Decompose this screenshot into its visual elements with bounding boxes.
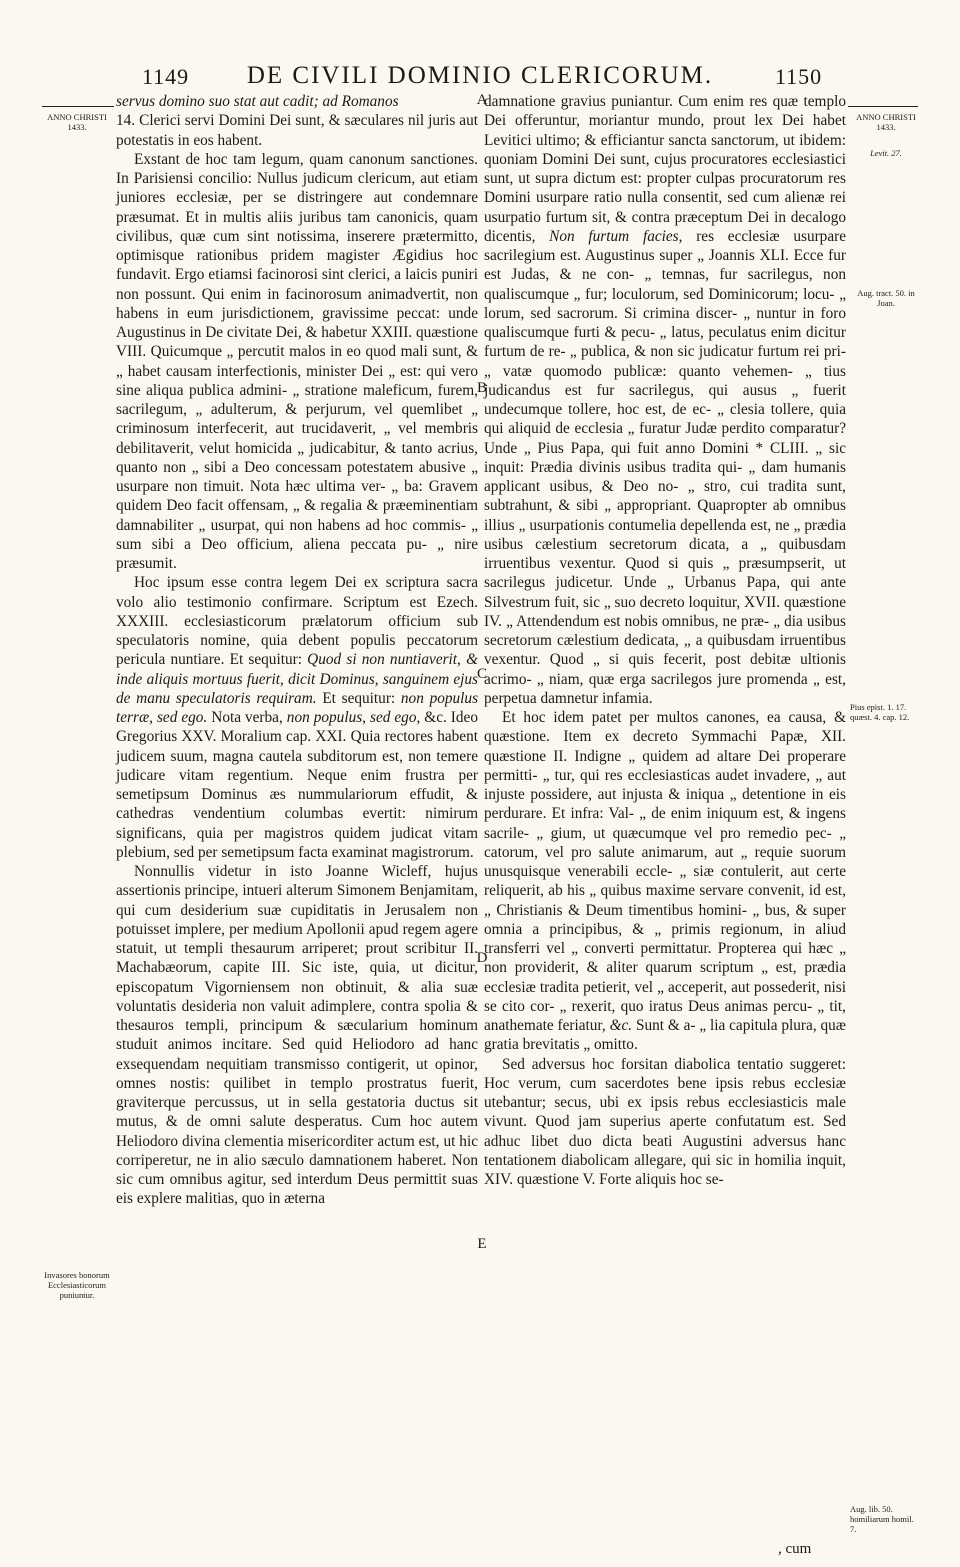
left-paragraph-1: 14. Clerici servi Domini Dei sunt, & sæculares nil juris aut potestatis in eos habent. <box>116 112 478 149</box>
running-header <box>0 62 960 92</box>
header-rule-right <box>848 106 918 107</box>
right-paragraph-3: Sed adversus hoc forsitan diabolica tentatio suggeret: Hoc verum, cum sacerdotes bene ipsis rebus ecclesiæ utebantur; secus, ubi ex ipsis rebus ecclesiasticis male vivunt. Quod jam superius aperte confutatum est. Sed adhuc libet duo dicta beati Augustini adversus hanc tentationem diabolicam allegare, qui sic in homilia inquit, XIV. quæstione V. Forte aliquis hoc se- <box>484 1055 846 1188</box>
right-p1-text-a: damnatione gravius puniantur. Cum enim res quæ templo Dei offeruntur, moriantur mundo, prout lex Dei habet Levitici ultimo; & efficiantur sancta sanctorum, ut ibidem: quoniam Domini Dei sunt, cujus procuratores ecclesiastici sunt, ut supra dictum est: propter culpas procuratorum res Domini usurpare ratio nulla consentit, sed cum alienæ rei usurpatio furtum sit, & contra præceptum Dei in decalogo dicentis, <box>484 93 846 245</box>
left-p3-quote-2: non populus terræ, sed ego. <box>116 689 479 726</box>
left-p3-text-d: &c. Ideo Gregorius XXV. Moralium cap. XXI. Quia rectores habent judicem suum, magna cautela subditorum est, non temere judicare vitam regentium. Neque enim frustra per semetipsum Dominus æs nummulariorum effudit, & cathedras vendentium columbas evertit: nimirum significans, quia per magistros quidem judicat vitam plebium, sed per semetipsum facta examinat magistrorum. <box>116 709 478 861</box>
margin-note-pius: Pius epist. 1. 17. quæst. 4. cap. 12. <box>850 702 910 722</box>
section-letter-d: D <box>476 950 488 966</box>
left-p3-text-a: Hoc ipsum esse contra legem Dei ex scriptura sacra volo alio testimonio confirmare. Scriptum est Ezech. XXXIII. ecclesiasticorum prælatorum officium sub speculatoris nomine, quia debent populis peccatorum pericula nuntiare. Et sequitur: <box>116 574 478 669</box>
margin-note-anno-left: ANNO CHRISTI 1433. <box>47 112 107 132</box>
section-letter-c: C <box>476 666 487 682</box>
page-number-right: 1150 <box>775 64 823 89</box>
right-text-column <box>484 92 846 1189</box>
header-rule-left <box>42 106 114 107</box>
margin-note-invasores: Invasores bonorum Ecclesiasticorum puniuntur. <box>44 1270 110 1300</box>
margin-note-aug-lib: Aug. lib. 50. homiliarum homil. 7. <box>850 1504 914 1534</box>
page-number-left: 1149 <box>142 64 190 89</box>
left-p3-quote-1: Quod si non nuntiaverit, & inde aliquis mortuus fuerit, dicit Dominus, sanguinem ejus de manu speculatoris requiram. <box>116 651 478 707</box>
left-paragraph-3 <box>116 573 478 862</box>
left-paragraph-2: Exstant de hoc tam legum, quam canonum sanctiones. In Parisiensi concilio: Nullus judicum clericum, aut etiam juniores ecclesiæ, per se distringere aut condemnare præsumat. Et in multis aliis juribus tam canonicis, quam civilibus, quæ cum sint notissima, inserere prætermitto, optimisque rationibus pridem magister Ægidius hoc fundavit. Ergo etiamsi facinorosi sint clerici, a laicis puniri non possunt. Qui enim in facinorosum animadvertit, non habens in eum jurisdictionem, gravissime peccat: unde Augustinus in De civitate Dei, & habetur XXIII. quæstione VIII. Quicumque „ percutit malos in eo quod mali sunt, & „ habet causam interfectionis, minister Dei „ est: qui vero sine aliqua publica admini- „ stratione maleficum, furem, sacrilegum, „ adulterum, & perjurum, vel quemlibet „ criminosum interfecerit, aut trucidaverit, „ vel membris debilitaverit, velut homicida „ judicabitur, & tanto acrius, quanto non „ sibi a Deo concessam potestatem abusive „ usurpare non timuit. Nota hæc ultima ver- „ ba: Gravem quidem Deo facit offensam, „ & regalia & præeminentiam damnabiliter „ usurpat, qui non habens ad hoc commis- „ sum sibi a Deo officium, aliena peccata pu- „ nire præsumit. <box>116 150 478 572</box>
margin-note-anno-right: ANNO CHRISTI 1433. <box>856 112 916 132</box>
left-text-column <box>116 92 478 1209</box>
left-p3-text-b: Et sequitur: <box>322 689 396 707</box>
right-p1-quote: Non furtum facies, <box>549 227 683 245</box>
left-paragraph-4: Nonnullis videtur in isto Joanne Wicleff, hujus assertionis principe, intueri alterum Simonem Benjamitam, qui cum desiderium suæ cupiditatis in Jerusalem non potuisset implere, per medium Apollonii apud regem agere statuit, ut templi thesaurum arriperet; prout scribitur II. Machabæorum, capite III. Sic iste, quia, ut dicitur, episcopatum Vigorniensem non obtinuit, & alia suæ voluntatis desideria non valuit adimplere, contra spolia & thesauros templi, principum & sæcularium hominum studuit animos incitare. Sed quid Heliodoro ad hanc exsequendam nequitiam transmisso contigerit, ut opinor, omnes nostis: quilibet in templo prostratus fuerit, graviterque percussus, ut in sella gestatoria ductus sit mutus, & de omni salute desperatus. Cum hoc autem Heliodoro divina clementia misericorditer actum est, ut hic corriperetur, ne in alio sæculo damnationem haberet. Non sic cum omnibus agitur, sed interdum Deus permittit suas eis explere malitias, quo in æterna <box>116 863 478 1208</box>
margin-note-aug-tract: Aug. tract. 50. in Joan. <box>857 288 915 308</box>
page-title: DE CIVILI DOMINIO CLERICORUM. <box>246 62 714 89</box>
margin-note-levit: Levit. 27. <box>870 148 902 158</box>
section-letter-b: B <box>476 380 487 396</box>
right-p2-text-a: Et hoc idem patet per multos canones, ea causa, & quæstione. Item ex decreto Symmachi Papæ, XII. quæstione II. Indigne „ quidem ad altare Dei properare permitti- „ tur, qui res ecclesiasticas audet invadere, „ aut injuste possidere, aut injusta & iniqua „ detentione in eis perdurare. Et infra: Val- „ de enim iniquum est, & ingens sacrile- „ gium, ut quæcumque vel pro remedio pec- „ catorum, vel pro salute animarum, aut „ requie suorum unusquisque venerabili eccle- „ siæ contulerit, aut certe reliquerit, ab his „ quibus maxime servare convenit, id est, „ Christianis & Deum timentibus homini- „ bus, & super omnia a principibus, & „ primis regionum, in aliud transferri vel „ converti permittatur. Propterea qui hæc „ non providerit, & aliter quarum scriptum „ est, prædia ecclesiæ tradita petierit, vel „ acceperit, aut possederit, nisi se cito cor- „ rexerit, quo iratus Deus animas percu- „ tit, anathemate feriatur, <box>484 709 846 1034</box>
right-paragraph-1 <box>484 92 846 708</box>
right-p2-etc: &c. <box>609 1017 633 1034</box>
section-letter-a: A <box>476 92 488 108</box>
right-p1-text-b: res ecclesiæ usurpare sacrilegium est. Augustinus super „ Joannis XLI. Ecce fur est Judas, & ne con- „ temnas, fur sacrilegus, non qualiscumque „ fur; loculorum, sed Dominicorum; locu- „ lorum, sed sacrorum. Si crimina discer- „ nuntur in foro qualiscumque furti & pecu- „ latus, peculatus enim dicitur furtum de re- „ publica, & non sic judicatur furtum rei pri- „ vatæ quomodo publicæ: quanto vehemen- „ tius judicandus est fur sacrilegus, qui ausus „ fuerit undecumque tollere, hoc est, de ec- „ clesia tollere, quia qui aliquid de ecclesia „ furatur Judæ perdito comparatur? Unde „ Pius Papa, qui fuit anno Domini * CLIII. „ sic inquit: Prædia divinis usibus tradita qui- „ dam humanis applicant usibus, & Deo no- „ stro, cui tradita sunt, subtrahunt, & sibi „ appropriant. Quapropter ab omnibus illius „ usurpationis contumelia depellenda est, ne „ prædia usibus cælestium secretorum dicata, a „ quibusdam irruentibus vexentur. Quod si quis „ præsumpserit, ut sacrilegus judicetur. Unde „ Urbanus Papa, qui ante Silvestrum fuit, sic „ suo decreto loquitur, XVII. quæstione IV. „ Attendendum est nobis omnibus, ne præ- „ dia usibus secretorum cælestium dedicata, „ a quibusdam irruentibus vexentur. Quod „ si quis fecerit, post debitæ ultionis acrimo- „ niam, quæ erga sacrilegos jure promenda „ est, perpetua damnetur infamia. <box>484 227 847 707</box>
left-p3-text-c: Nota verba, <box>211 709 283 726</box>
right-paragraph-2 <box>484 708 846 1055</box>
right-p2-text-b: Sunt & a- „ lia capitula plura, quæ gratia brevitatis „ omitto. <box>484 1017 846 1054</box>
section-letter-e: E <box>475 1236 489 1253</box>
left-first-line: servus domino suo stat aut cadit; ad Romanos <box>116 93 399 110</box>
left-p3-quote-3: non populus, sed ego, <box>286 709 421 726</box>
catchword: , cum <box>778 1541 812 1557</box>
